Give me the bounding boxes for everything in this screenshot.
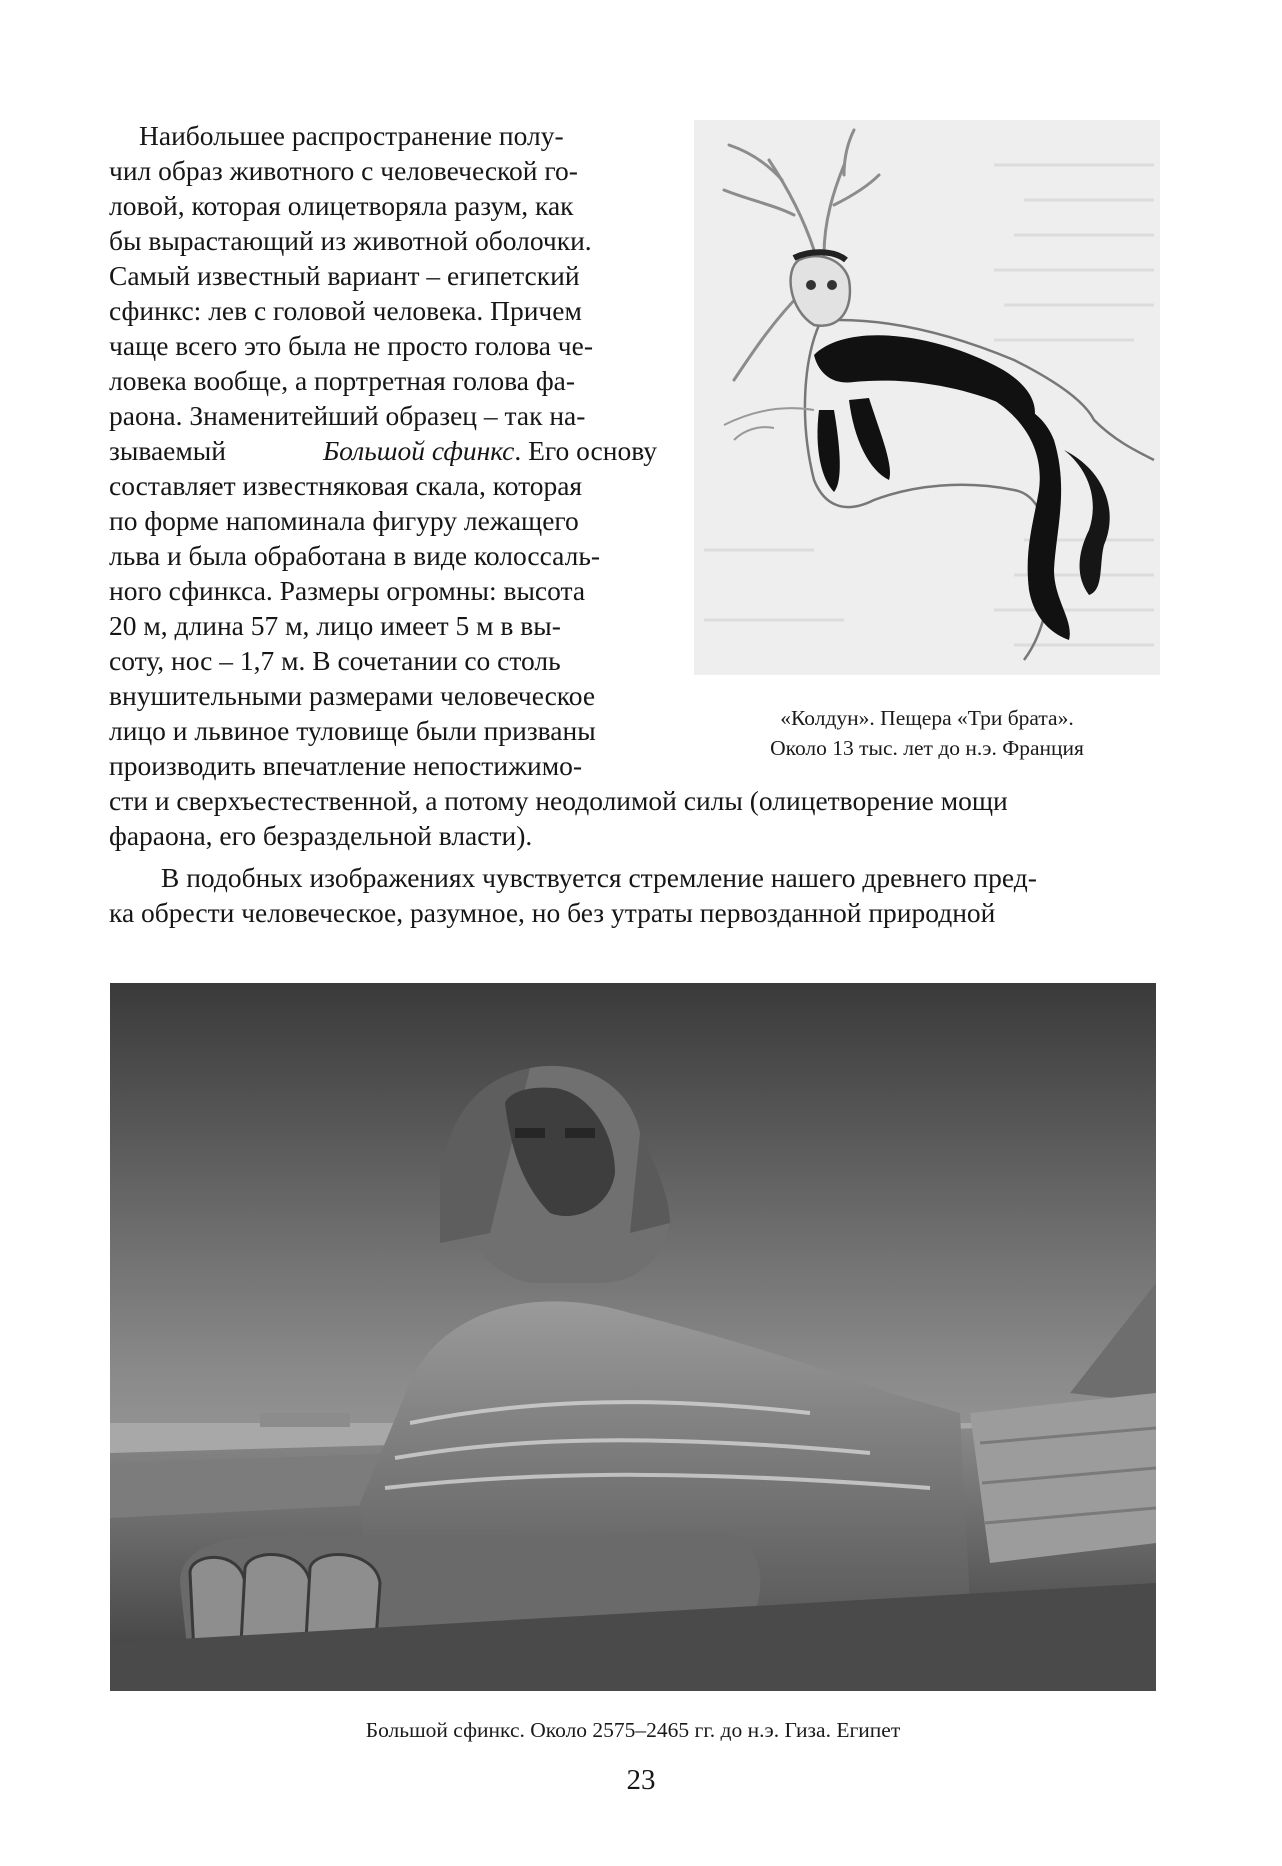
paragraph-line: чаще всего это была не просто голова че- [109,330,593,361]
page-number: 23 [626,1764,656,1796]
sorcerer-cave-drawing [694,120,1160,675]
paragraph-line: 20 м, длина 57 м, лицо имеет 5 м в вы- [109,610,561,641]
paragraph-line: льва и была обработана в виде колоссаль- [109,540,601,571]
paragraph-line: ка обрести человеческое, разумное, но без утраты первозданной природной [109,897,996,928]
great-sphinx-photo [110,983,1156,1691]
paragraph-line: Наибольшее распространение полу- [139,120,564,151]
paragraph-line: чил образ животного с человеческой го- [109,155,578,186]
paragraph-line: зываемый Большой сфинкс. Его основу [109,435,657,466]
paragraph-line: ного сфинкса. Размеры огромны: высота [109,575,586,606]
paragraph-line: лицо и львиное туловище были призваны [109,715,596,746]
paragraph-line: внушительными размерами человеческое [109,680,596,711]
figure-caption: «Колдун». Пещера «Три брата». Около 13 тыс. лет до н.э. Франция [770,706,1084,760]
paragraph-line: производить впечатление непостижимо- [109,750,583,781]
paragraph-line: соту, нос – 1,7 м. В сочетании со столь [109,645,561,676]
paragraph-line: ловой, которая олицетворяла разум, как [109,190,574,221]
paragraph-line: сти и сверхъестественной, а потому неодолимой силы (олицетворение мощи [109,785,1008,816]
paragraph-line: составляет известняковая скала, которая [109,470,583,501]
paragraph-line: ловека вообще, а портретная голова фа- [109,365,575,396]
figure-caption: Большой сфинкс. Около 2575–2465 гг. до н.э. Гиза. Египет [365,1718,901,1742]
italic-term: Большой сфинкс [322,435,515,466]
paragraph-line: фараона, его безраздельной власти). [109,820,533,851]
paragraph-line: раона. Знаменитейший образец – так на- [109,400,586,431]
paragraph-line: Самый известный вариант – египетский [109,260,580,291]
paragraph-line: В подобных изображениях чувствуется стремление нашего древнего пред- [161,862,1037,893]
paragraph-line: по форме напоминала фигуру лежащего [109,505,579,536]
paragraph-line: сфинкс: лев с головой человека. Причем [109,295,582,326]
paragraph-line: бы вырастающий из животной оболочки. [109,225,592,256]
